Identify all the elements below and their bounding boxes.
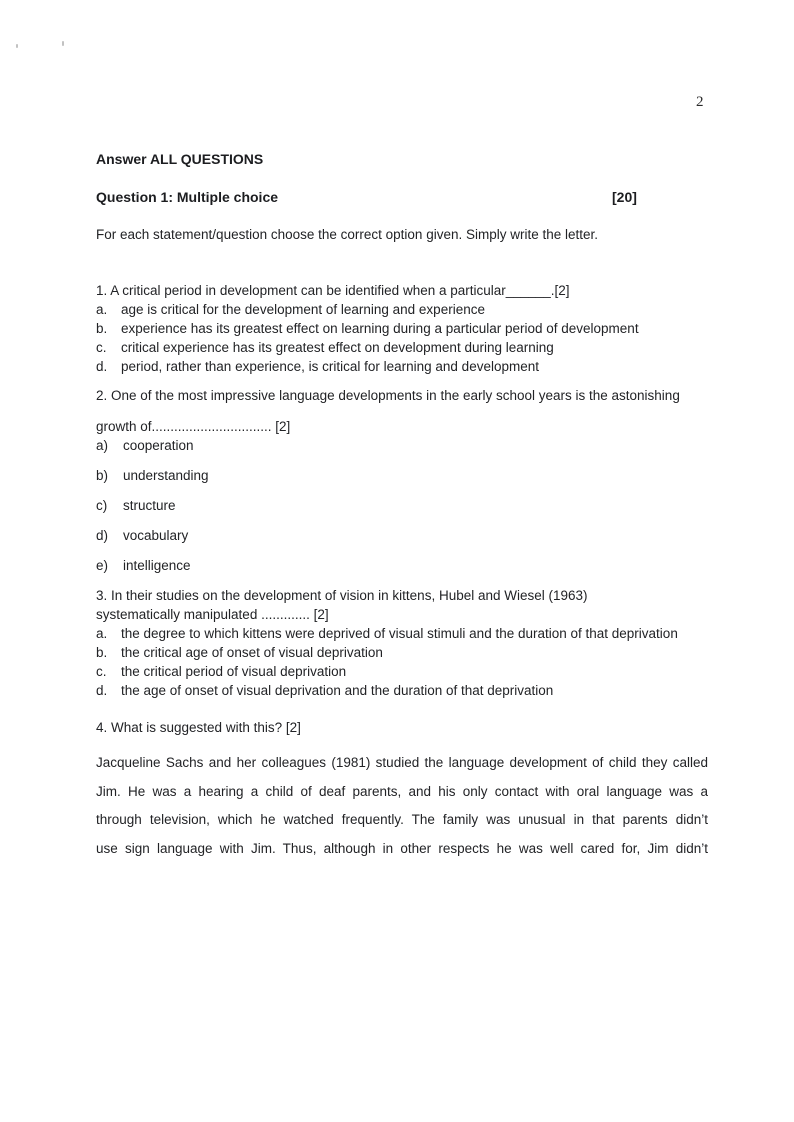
option-text: cooperation <box>123 438 194 453</box>
page-content <box>96 0 708 863</box>
option-row <box>96 300 708 319</box>
option-row <box>96 338 708 357</box>
option-marker: a. <box>96 302 108 317</box>
option-text: structure <box>123 498 176 513</box>
option-text: critical experience has its greatest effect on development during learning <box>121 340 554 355</box>
option-text: period, rather than experience, is critical for learning and development <box>121 359 539 374</box>
option-marker: d. <box>96 683 108 698</box>
option-row <box>96 662 708 681</box>
question-2 <box>96 386 708 575</box>
option-text: intelligence <box>123 558 191 573</box>
option-row <box>96 624 708 643</box>
question-1-options <box>96 300 708 376</box>
question-2-stem-line2: growth of................................ [2] <box>96 419 291 434</box>
option-marker: b. <box>96 321 108 336</box>
option-text: the critical age of onset of visual deprivation <box>121 645 383 660</box>
option-row <box>96 496 708 515</box>
reading-passage <box>96 749 708 863</box>
question-2-options <box>96 436 708 575</box>
question-2-stem-line1: 2. One of the most impressive language developments in the early school years is the astonishing <box>96 388 680 403</box>
option-text: age is critical for the development of learning and experience <box>121 302 485 317</box>
option-marker: d) <box>96 528 109 543</box>
option-marker: c) <box>96 498 108 513</box>
option-text: the degree to which kittens were deprived of visual stimuli and the duration of that deprivation <box>121 626 678 641</box>
option-marker: c. <box>96 664 107 679</box>
option-text: experience has its greatest effect on learning during a particular period of development <box>121 321 639 336</box>
option-row <box>96 436 708 455</box>
question-3 <box>96 586 708 700</box>
passage-line: Jim. He was a hearing a child of deaf parents, and his only contact with oral language was a <box>96 783 708 799</box>
question-1-total-marks: [20] <box>612 189 637 205</box>
question-3-stem-line1: 3. In their studies on the development of vision in kittens, Hubel and Wiesel (1963) <box>96 588 588 603</box>
question-4-stem: 4. What is suggested with this? [2] <box>96 720 301 735</box>
option-marker: a) <box>96 438 109 453</box>
page-number: 2 <box>696 94 704 110</box>
question-3-stem-line2: systematically manipulated ............. [2] <box>96 607 329 622</box>
option-row <box>96 643 708 662</box>
answer-all-questions-heading: Answer ALL QUESTIONS <box>96 151 264 167</box>
option-row <box>96 526 708 545</box>
option-row <box>96 681 708 700</box>
option-row <box>96 357 708 376</box>
question-3-options <box>96 624 708 700</box>
option-marker: e) <box>96 558 109 573</box>
option-marker: c. <box>96 340 107 355</box>
question-1-stem: 1. A critical period in development can be identified when a particular______.[2] <box>96 283 570 298</box>
option-text: understanding <box>123 468 209 483</box>
scan-artifact-left <box>16 44 18 48</box>
option-row <box>96 319 708 338</box>
option-marker: a. <box>96 626 108 641</box>
passage-line: Jacqueline Sachs and her colleagues (1981) studied the language development of child they called <box>96 755 708 770</box>
option-row <box>96 466 708 485</box>
question-1-title-row <box>96 188 708 207</box>
option-text: the critical period of visual deprivation <box>121 664 347 679</box>
question-1-title: Question 1: Multiple choice <box>96 189 279 205</box>
option-marker: d. <box>96 359 108 374</box>
option-marker: b. <box>96 645 108 660</box>
scan-artifact-right <box>62 41 64 46</box>
option-marker: b) <box>96 468 109 483</box>
passage-line: through television, which he watched frequently. The family was unusual in that parents didn’t <box>96 812 708 827</box>
passage-line: use sign language with Jim. Thus, although in other respects he was well cared for, Jim didn’t <box>96 840 708 856</box>
instructions-text: For each statement/question choose the correct option given. Simply write the letter. <box>96 227 599 242</box>
option-row <box>96 556 708 575</box>
option-text: the age of onset of visual deprivation and the duration of that deprivation <box>121 683 554 698</box>
option-text: vocabulary <box>123 528 189 543</box>
